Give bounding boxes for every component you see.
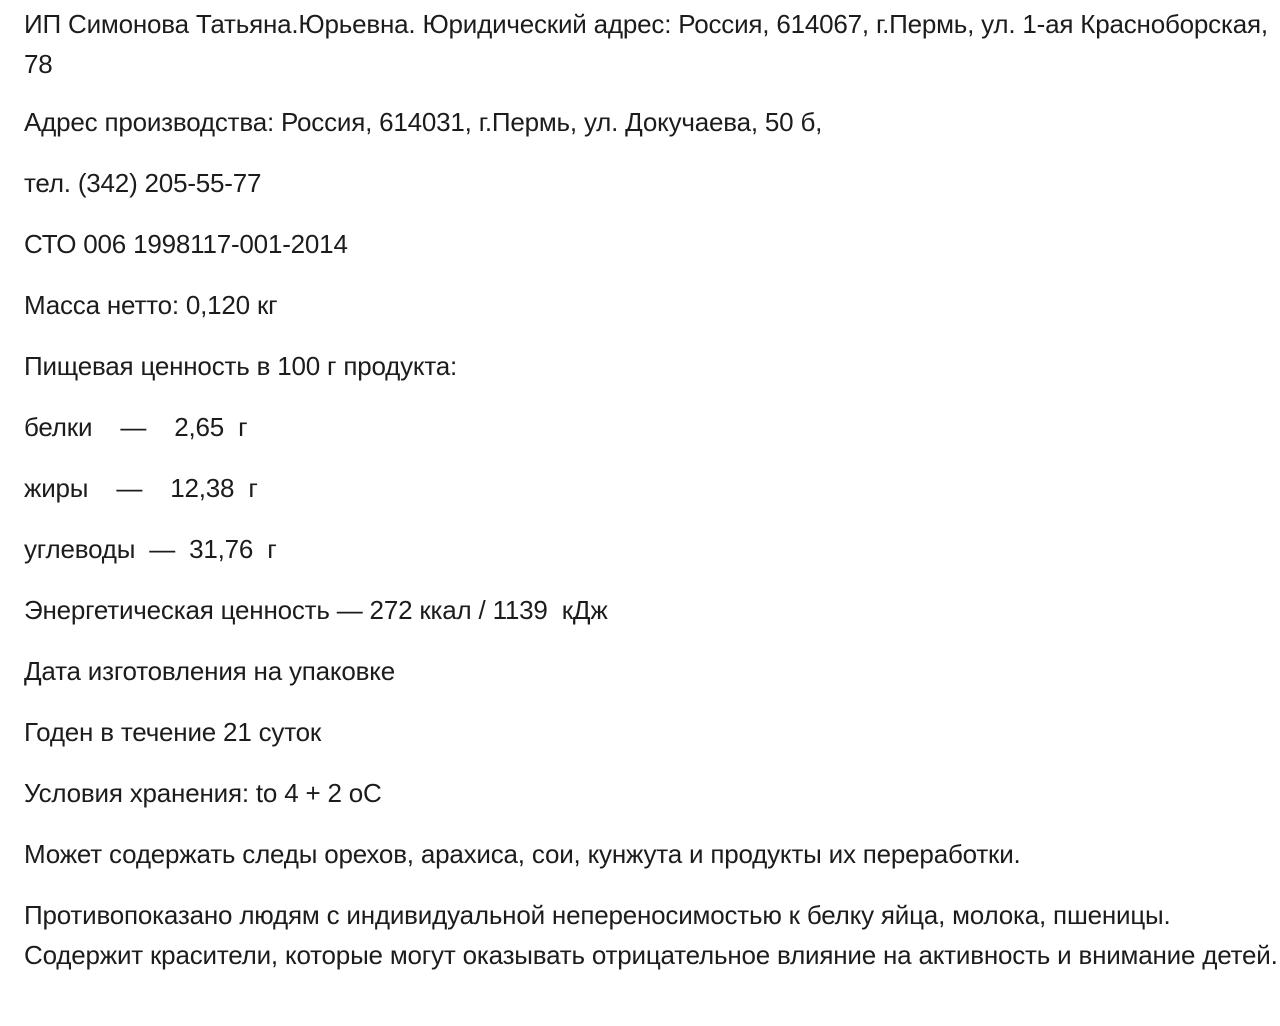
energy-value: Энергетическая ценность — 272 ккал / 1139 кДж — [24, 595, 608, 625]
standard-code: СТО 006 1998117-001-2014 — [24, 229, 348, 259]
nutrition-protein: белки — 2,65 г — [24, 412, 248, 442]
nutrition-header: Пищевая ценность в 100 г продукта: — [24, 351, 458, 381]
product-label-document — [24, 4, 1280, 996]
storage-conditions: Условия хранения: to 4 + 2 oC — [24, 778, 382, 808]
allergen-traces: Может содержать следы орехов, арахиса, сои, кунжута и продукты их переработки. — [24, 839, 1021, 869]
phone-number: тел. (342) 205-55-77 — [24, 168, 262, 198]
net-weight: Масса нетто: 0,120 кг — [24, 290, 278, 320]
manufacture-date: Дата изготовления на упаковке — [24, 656, 395, 686]
nutrition-carbs: углеводы — 31,76 г — [24, 534, 277, 564]
shelf-life: Годен в течение 21 суток — [24, 717, 322, 747]
production-address: Адрес производства: Россия, 614031, г.Пермь, ул. Докучаева, 50 б, — [24, 107, 823, 137]
nutrition-fat: жиры — 12,38 г — [24, 473, 258, 503]
manufacturer-legal-address: ИП Симонова Татьяна.Юрьевна. Юридический адрес: Россия, 614067, г.Пермь, ул. 1-ая Красноборская, 78 — [24, 9, 1268, 79]
contraindication-warning: Противопоказано людям с индивидуальной непереносимостью к белку яйца, молока, пшеницы. Содержит красители, которые могут оказывать отрицательное влияние на активность и внимание детей. — [24, 900, 1278, 970]
